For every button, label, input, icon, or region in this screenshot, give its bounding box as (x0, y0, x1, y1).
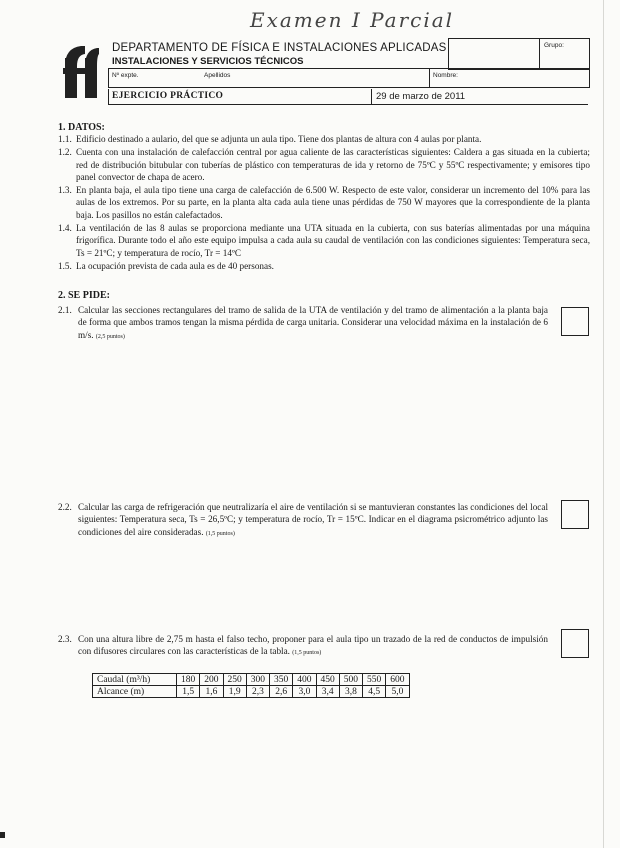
item-text: Cuenta con una instalación de calefacción central por agua caliente de las características siguientes: Caldera a gas situada en la cubierta; red de distribución bitubular con tuberías de plástico con temperaturas de ida y retorno de 75ºC y 55ºC respectivamente; y emisores tipo panel convector de chapa de acero. (76, 147, 590, 182)
table-cell: 1,6 (200, 686, 223, 698)
diffuser-table (92, 673, 410, 698)
table-cell: 2,6 (270, 686, 293, 698)
table-cell: 500 (339, 674, 362, 686)
item-points: (1,5 puntos) (292, 650, 322, 657)
table-cell: 180 (177, 674, 200, 686)
list-item (58, 222, 590, 259)
nombre-label: Nombre: (433, 72, 458, 79)
item-text: La ocupación prevista de cada aula es de 40 personas. (76, 260, 274, 271)
question-2-1 (58, 304, 548, 343)
list-item (58, 133, 590, 145)
exam-date: 29 de marzo de 2011 (376, 91, 466, 102)
row-header: Alcance (m) (93, 686, 177, 698)
table-cell: 1,9 (223, 686, 246, 698)
grupo-box (448, 38, 590, 70)
item-number: 1.3. (58, 185, 72, 196)
score-box (561, 307, 589, 336)
pide-heading: 2. SE PIDE: (58, 290, 110, 301)
item-text: La ventilación de las 8 aulas se proporciona mediante una UTA situada en la cubierta, con sus baterías alimentadas por una máquina frigorífica. Durante todo el año este equipo impulsa a cada aula su caudal de ventilación con las condiciones siguientes: Temperatura seca, Ts = 21ºC; y temperatura de rocío, Tr = 14ºC (76, 223, 590, 258)
student-info-row (108, 68, 590, 88)
table-row (93, 674, 410, 686)
list-item (58, 146, 590, 183)
item-number: 2.2. (58, 502, 72, 512)
table-cell: 3,8 (339, 686, 362, 698)
score-box (561, 629, 589, 658)
question-2-2 (58, 501, 548, 540)
table-cell: 1,5 (177, 686, 200, 698)
apellidos-label: Apellidos (204, 72, 231, 79)
table-cell: 550 (363, 674, 386, 686)
item-text: Calcular las carga de refrigeración que neutralizaría el aire de ventilación si se mantuvieran constantes las condiciones del local siguientes: Temperatura seca, Ts = 26,5ºC; y temperatura de rocío, Tr = 15ºC. Indicar en el diagrama psicrométrico adjunto las condiciones del aire consideradas. (78, 502, 548, 537)
item-number: 2.1. (58, 305, 72, 315)
datos-list (58, 133, 590, 272)
table-cell: 2,3 (246, 686, 269, 698)
expediente-label: Nº expte. (112, 72, 139, 79)
handwritten-title: Examen I Parcial (250, 8, 455, 32)
table-cell: 4,5 (363, 686, 386, 698)
course-name: INSTALACIONES Y SERVICIOS TÉCNICOS (112, 56, 304, 67)
item-text: Edificio destinado a aulario, del que se adjunta un aula tipo. Tiene dos plantas de altura con 4 aulas por planta. (76, 134, 482, 144)
item-text: En planta baja, el aula tipo tiene una carga de calefacción de 6.500 W. Respecto de este valor, considerar un incremento del 10% para las aulas de los extremos. Por su parte, en la planta alta cada aula tiene unas pérdidas de 750 W mayores que la correspondiente de la planta baja. Los pasillos no están calefactados. (76, 185, 590, 220)
list-item (58, 184, 590, 221)
table-cell: 200 (200, 674, 223, 686)
table-cell: 400 (293, 674, 316, 686)
table-cell: 450 (316, 674, 339, 686)
list-item (58, 260, 590, 272)
table-cell: 600 (386, 674, 409, 686)
item-number: 1.4. (58, 223, 72, 234)
scan-edge-mark (0, 832, 5, 838)
item-text: Calcular las secciones rectangulares del tramo de salida de la UTA de ventilación y del tramo de alimentación a la planta baja de forma que ambos tramos tengan la misma pérdida de carga unitaria. Considerar una velocidad máxima en la instalación de 6 m/s. (78, 305, 548, 340)
table-cell: 3,4 (316, 686, 339, 698)
department-name: DEPARTAMENTO DE FÍSICA E INSTALACIONES APLICADAS (112, 42, 447, 54)
question-2-3 (58, 633, 548, 660)
table-cell: 3,0 (293, 686, 316, 698)
table-cell: 250 (223, 674, 246, 686)
university-logo (63, 44, 101, 100)
table-cell: 350 (270, 674, 293, 686)
table-cell: 5,0 (386, 686, 409, 698)
item-number: 1.5. (58, 260, 72, 271)
exercise-title: EJERCICIO PRÁCTICO (112, 91, 224, 101)
item-number: 1.1. (58, 134, 72, 144)
datos-heading: 1. DATOS: (58, 122, 105, 133)
grupo-label: Grupo: (544, 42, 564, 49)
table-cell: 300 (246, 674, 269, 686)
table-row (93, 686, 410, 698)
item-points: (1,5 puntos) (205, 530, 235, 537)
scan-edge-line (603, 0, 604, 848)
item-text: Con una altura libre de 2,75 m hasta el falso techo, proponer para el aula tipo un trazado de la red de conductos de impulsión con difusores circulares con las características de la tabla. (78, 634, 548, 657)
item-number: 2.3. (58, 634, 72, 644)
item-points: (2,5 puntos) (95, 333, 125, 340)
row-header: Caudal (m³/h) (93, 674, 177, 686)
item-number: 1.2. (58, 147, 72, 158)
exercise-row (108, 89, 588, 105)
score-box (561, 500, 589, 529)
